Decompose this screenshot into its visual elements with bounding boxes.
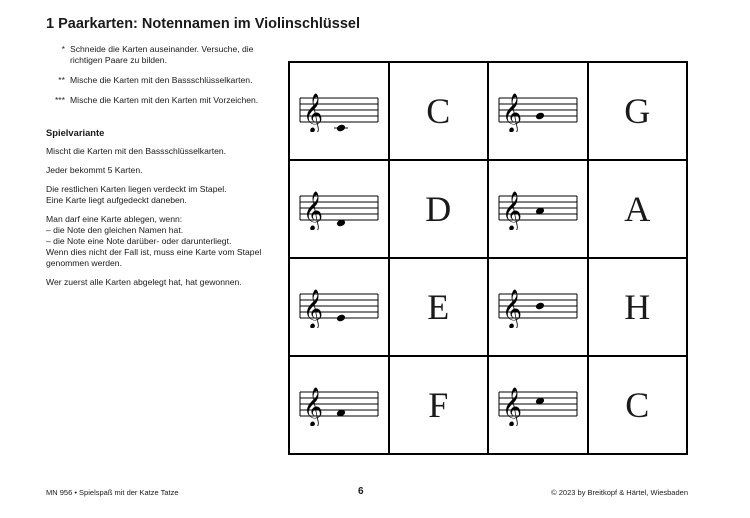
variant-line: Die restlichen Karten liegen verdeckt im Stapel. [46,184,227,194]
staff-notation [299,286,379,328]
staff-notation [498,90,578,132]
footer-copyright: © 2023 by Breitkopf & Härtel, Wiesbaden [551,488,688,497]
variant-paragraph [46,184,286,206]
instruction-item [46,95,281,106]
staff-notation [498,286,578,328]
note-name-card [389,160,489,258]
variant-paragraph: Mischt die Karten mit den Bassschlüsselkarten. [46,146,227,156]
note-staff-card [289,160,389,258]
note-name-card [588,258,688,356]
variant-line: Wenn dies nicht der Fall ist, muss eine Karte vom Stapel genommen werden. [46,247,262,268]
variant-heading: Spielvariante [46,127,105,138]
difficulty-mark: * [61,44,65,54]
note-staff-card [488,356,588,454]
variant-paragraph: Jeder bekommt 5 Karten. [46,165,143,175]
variant-line: Eine Karte liegt aufgedeckt daneben. [46,195,187,205]
note-letter: C [426,91,451,131]
variant-paragraph [46,214,286,269]
note-letter: F [428,385,449,425]
treble-clef-icon: 𝄞 [302,387,323,426]
variant-line: Man darf eine Karte ablegen, wenn: [46,214,183,224]
note-staff-card [488,160,588,258]
footer-series: MN 956 • Spielspaß mit der Katze Tatze [46,488,179,497]
instruction-text: Mische die Karten mit den Bassschlüsselkarten. [70,75,253,85]
treble-clef-icon: 𝄞 [302,93,323,132]
instruction-text: Schneide die Karten auseinander. Versuche, die richtigen Paare zu bilden. [70,44,254,65]
note-head [336,124,346,132]
note-head [535,112,545,121]
staff-notation [498,384,578,426]
staff-notation [299,384,379,426]
instructions-list [46,44,281,115]
note-name-card [588,356,688,454]
difficulty-mark: *** [54,95,65,105]
treble-clef-icon: 𝄞 [501,93,522,132]
note-name-card [389,62,489,160]
note-letter: C [625,385,650,425]
treble-clef-icon: 𝄞 [302,289,323,328]
difficulty-mark: ** [58,75,65,85]
note-name-card [389,258,489,356]
note-letter: E [427,287,450,327]
page-title: 1 Paarkarten: Notennamen im Violinschlüssel [46,16,361,32]
note-head [336,314,346,323]
instruction-item [46,75,281,86]
page-number: 6 [358,486,364,497]
treble-clef-icon: 𝄞 [501,289,522,328]
note-staff-card [289,258,389,356]
note-head [535,302,545,311]
game-variant-section [46,127,286,296]
note-staff-card [488,258,588,356]
note-letter: G [624,91,651,131]
instruction-text: Mische die Karten mit den Karten mit Vorzeichen. [70,95,259,105]
staff-notation [299,188,379,230]
note-letter: D [425,189,452,229]
note-staff-card [488,62,588,160]
treble-clef-icon: 𝄞 [501,387,522,426]
note-letter: A [624,189,651,229]
variant-line: – die Note den gleichen Namen hat. [46,225,184,235]
variant-line: – die Note eine Note darüber- oder darunterliegt. [46,236,232,246]
card-grid [288,61,688,455]
note-staff-card [289,356,389,454]
note-letter: H [624,287,651,327]
instruction-item [46,44,281,66]
staff-notation [299,90,379,132]
note-name-card [588,62,688,160]
staff-notation [498,188,578,230]
note-staff-card [289,62,389,160]
treble-clef-icon: 𝄞 [302,191,323,230]
note-name-card [389,356,489,454]
treble-clef-icon: 𝄞 [501,191,522,230]
note-name-card [588,160,688,258]
variant-paragraph: Wer zuerst alle Karten abgelegt hat, hat gewonnen. [46,277,242,287]
